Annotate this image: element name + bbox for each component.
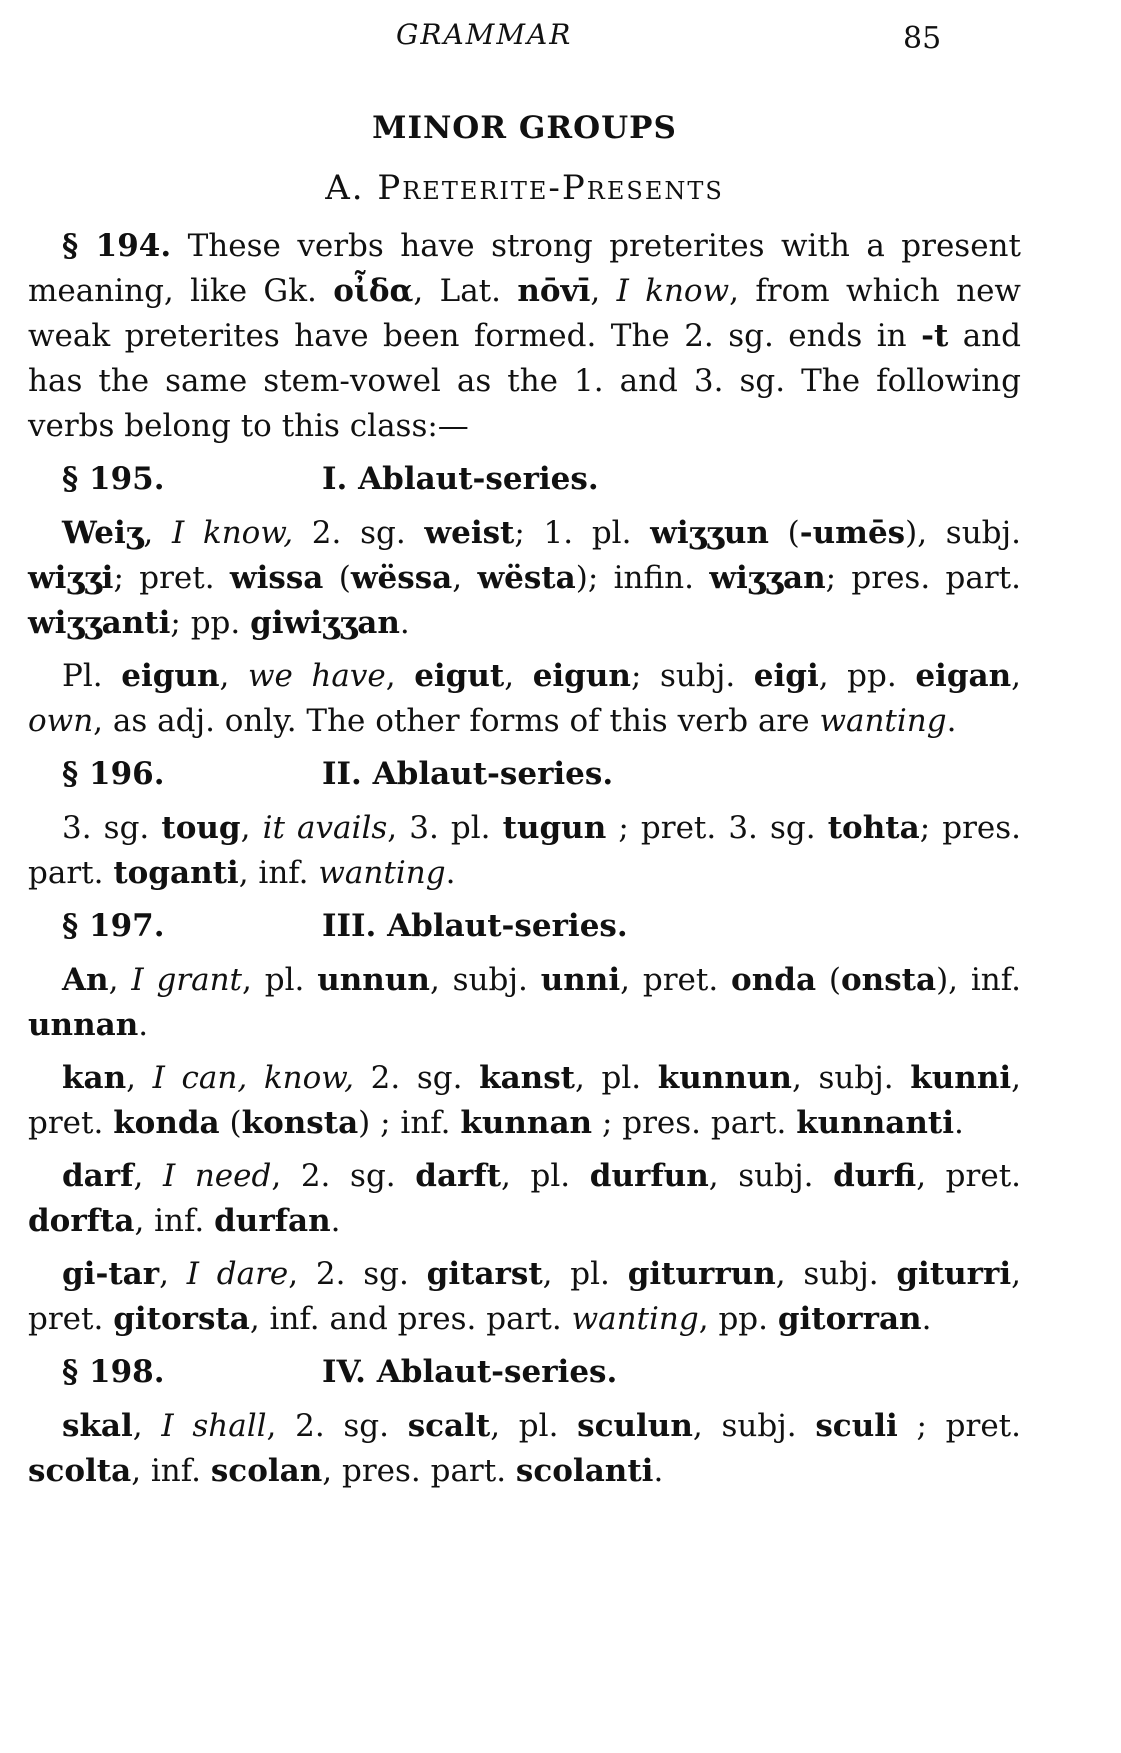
section-number: § 195. (62, 461, 165, 497)
entry-skal: skal, I shall, 2. sg. scalt, pl. sculun, subj. sculi ; pret. scolta, inf. scolan, pres. part. scolanti. (28, 1408, 1021, 1489)
entry-an: An, I grant, pl. unnun, subj. unni, pret. onda (onsta), inf. unnan. (28, 962, 1021, 1043)
book-page (0, 12, 1121, 1753)
section-number: § 198. (62, 1354, 165, 1390)
greek-word: οἶδα (333, 273, 414, 309)
series-label: IV. Ablaut-series. (322, 1354, 618, 1390)
section-number: § 197. (62, 908, 165, 944)
series-heading (28, 752, 1021, 796)
entry-weiz: Weiʒ, I know, 2. sg. weist; 1. pl. wiʒʒun (-umēs), subj. wiʒʒi; pret. wissa (wëssa, wësta); infin. wiʒʒan; pres. part. wiʒʒanti; pp. giwiʒʒan. (28, 515, 1021, 641)
series-heading (28, 904, 1021, 948)
ending: -t (921, 318, 949, 354)
section-title: MINOR GROUPS (372, 110, 677, 146)
entry-eigun: Pl. eigun, we have, eigut, eigun; subj. eigi, pp. eigan, own, as adj. only. The other forms of this verb are wanting. (28, 658, 1021, 739)
entry-darf: darf, I need, 2. sg. darft, pl. durfun, subj. durfi, pret. dorfta, inf. durfan. (28, 1158, 1022, 1239)
latin-word: nōvī (517, 273, 591, 309)
running-head (28, 12, 1021, 56)
page-number: 85 (903, 21, 942, 56)
series-label: I. Ablaut-series. (322, 461, 599, 497)
section-number: § 196. (62, 756, 165, 792)
series-heading (28, 1350, 1021, 1394)
running-title: GRAMMAR (396, 18, 573, 51)
entry-toug: 3. sg. toug, it avails, 3. pl. tugun ; pret. 3. sg. tohta; pres. part. toganti, inf. wanting. (28, 810, 1022, 891)
paragraph-194: § 194. These verbs have strong preterites with a present meaning, like Gk. οἶδα, Lat. nōvī, I know, from which new weak preterites have been formed. The 2. sg. ends in -t and has the same stem-vowel as the 1. and 3. sg. The following verbs belong to this class:— (28, 228, 1021, 444)
entry-gitar: gi-tar, I dare, 2. sg. gitarst, pl. giturrun, subj. giturri, pret. gitorsta, inf. and pres. part. wanting, pp. gitorran. (28, 1256, 1021, 1337)
subsection-title: A. Preterite-Presents (325, 168, 724, 208)
gloss: I know (616, 273, 730, 309)
entry-kan: kan, I can, know, 2. sg. kanst, pl. kunnun, subj. kunni, pret. konda (konsta) ; inf. kunnan ; pres. part. kunnanti. (28, 1060, 1022, 1141)
series-label: II. Ablaut-series. (322, 756, 614, 792)
series-label: III. Ablaut-series. (322, 908, 628, 944)
series-heading (28, 457, 1021, 501)
section-number: § 194. (62, 228, 172, 264)
